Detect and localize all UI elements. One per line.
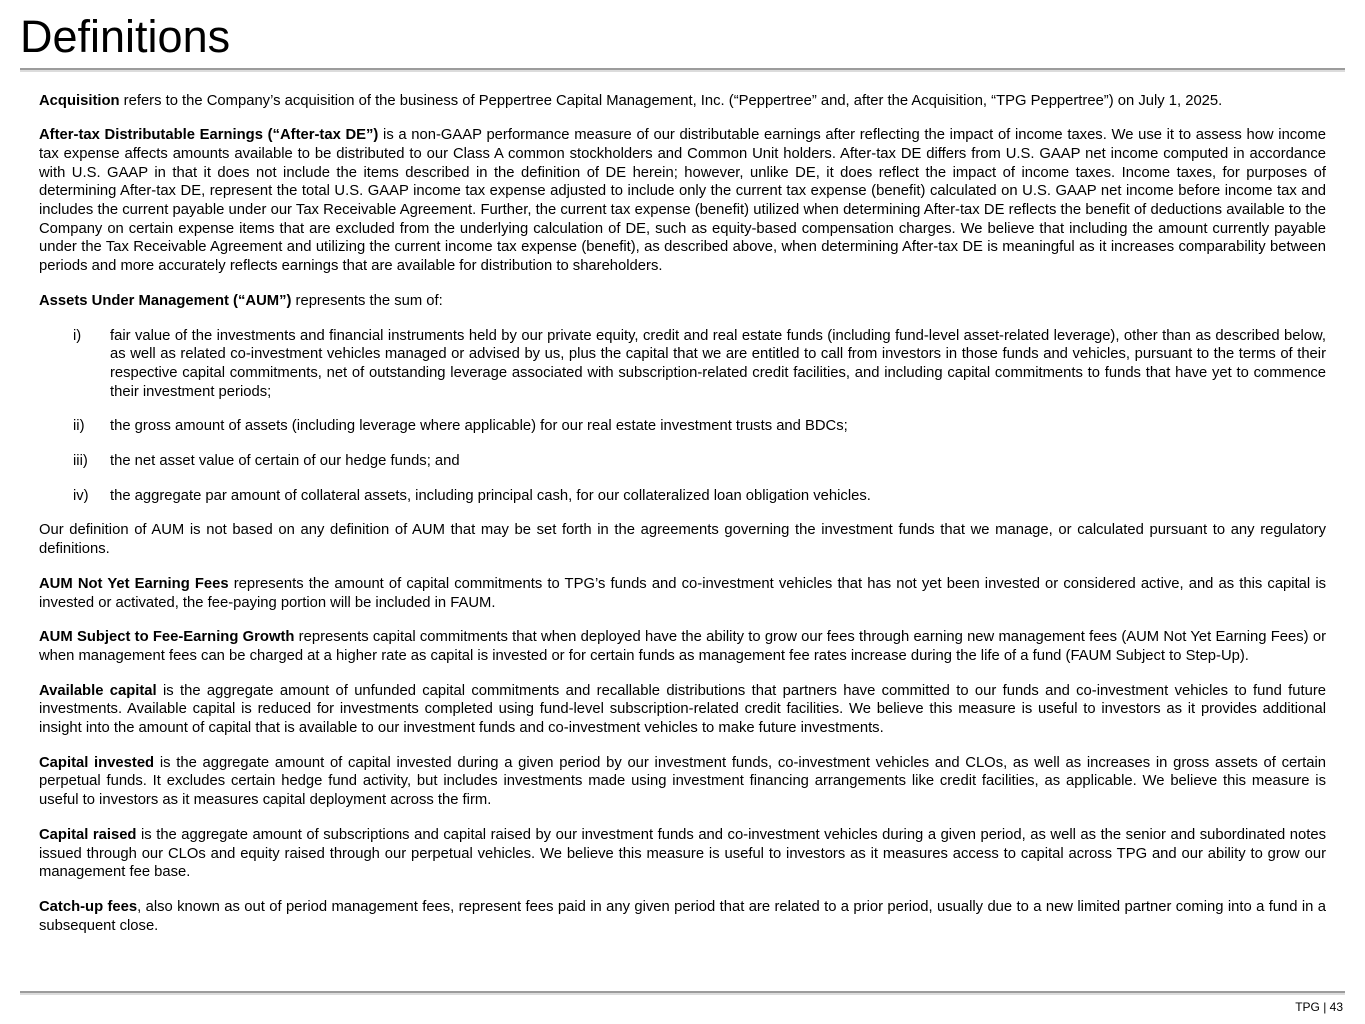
list-item [73, 327, 1326, 402]
definition-aum-not-yet-earning-fees [39, 575, 1326, 612]
definition-text: refers to the Company’s acquisition of the business of Peppertree Capital Management, Inc. (“Peppertree” and, after the Acquisition, “TPG Peppertree”) on July 1, 2025. [119, 92, 1223, 109]
definition-term: Available capital [39, 682, 157, 699]
definition-term: Acquisition [39, 92, 120, 109]
definition-text: is a non-GAAP performance measure of our distributable earnings after reflecting the impact of income taxes. We use it to assess how income tax expense affects amounts available to be distributed to our Class A common stockholders and Common Unit holders. After-tax DE differs from U.S. GAAP net income computed in accordance with U.S. GAAP in that it does not include the items described in the definition of DE herein; however, unlike DE, it does reflect the impact of income taxes. Income taxes, for purposes of determining After-tax DE, represent the total U.S. GAAP income tax expense adjusted to include only the current tax expense (benefit) calculated on U.S. GAAP net income before income tax and includes the current payable under our Tax Receivable Agreement. Further, the current tax expense (benefit) utilized when determining After-tax DE reflects the benefit of deductions available to the Company on certain expense items that are excluded from the underlying calculation of DE, such as equity-based compensation charges. We believe that including the amount currently payable under the Tax Receivable Agreement and utilizing the current income tax expense (benefit), as described above, when determining After-tax DE is meaningful as it increases comparability between periods and more accurately reflects earnings that are available for distribution to shareholders. [39, 127, 1326, 275]
page-header [0, 0, 1365, 62]
definition-text: is the aggregate amount of unfunded capital commitments and recallable distributions that partners have committed to our funds and co-investment vehicles to fund future investments. Available capital is reduced for investments completed using fund-level subscription-related credit facilities. We believe this measure is useful to investors as it provides additional insight into the amount of capital that is available to our investment funds and co-investment vehicles to make future investments. [39, 682, 1326, 737]
definition-text: represents the sum of: [291, 292, 443, 309]
definition-text: , also known as out of period management fees, represent fees paid in any given period that are related to a prior period, usually due to a new limited partner coming into a fund in a subsequent close. [39, 899, 1326, 934]
definition-term: After-tax Distributable Earnings (“After-tax DE”) [39, 127, 379, 144]
list-item-marker: i) [73, 327, 82, 344]
page-title: Definitions [20, 11, 231, 62]
definition-after-tax-de [39, 126, 1326, 276]
definition-available-capital [39, 682, 1326, 738]
definition-term: AUM Not Yet Earning Fees [39, 575, 229, 592]
list-item [73, 487, 1326, 506]
definition-capital-raised [39, 826, 1326, 882]
definition-aum-subject-to-fee-earning-growth [39, 628, 1326, 665]
title-divider [20, 68, 1345, 72]
definition-text: is the aggregate amount of capital invested during a given period by our investment funds, co-investment vehicles and CLOs, as well as increases in gross assets of certain perpetual funds. It excludes certain hedge fund activity, but includes investments made using investment financing arrangements like credit facilities, as applicable. We believe this measure is useful to investors as it measures capital deployment across the firm. [39, 754, 1326, 809]
list-item-text: fair value of the investments and financial instruments held by our private equity, credit and real estate funds (including fund-level asset-related leverage), other than as described below, as well as related co-investment vehicles managed or advised by us, plus the capital that we are entitled to call from investors in those funds and vehicles, pursuant to the terms of their respective capital commitments, net of outstanding leverage associated with subscription-related credit facilities, and including capital commitments to funds that have yet to commence their investment periods; [110, 327, 1326, 400]
list-item-text: the aggregate par amount of collateral assets, including principal cash, for our collateralized loan obligation vehicles. [110, 487, 871, 504]
aum-list [73, 327, 1326, 506]
definition-text: represents the amount of capital commitments to TPG’s funds and co-investment vehicles that has not yet been invested or considered active, and as this capital is invested or activated, the fee-paying portion will be included in FAUM. [39, 575, 1326, 611]
list-item-text: the gross amount of assets (including leverage where applicable) for our real estate investment trusts and BDCs; [110, 418, 848, 435]
definition-term: Assets Under Management (“AUM”) [39, 292, 292, 309]
definition-text: is the aggregate amount of subscriptions and capital raised by our investment funds and co-investment vehicles during a given period, as well as the senior and subordinated notes issued through our CLOs and equity raised through our perpetual vehicles. We believe this measure is useful to investors as it measures access to capital across TPG and our ability to grow our management fee base. [39, 826, 1327, 881]
list-item-marker: iv) [73, 487, 89, 504]
definition-term: Capital raised [39, 826, 137, 843]
page-footer [20, 991, 1345, 1014]
definition-text: represents capital commitments that when deployed have the ability to grow our fees through earning new management fees (AUM Not Yet Earning Fees) or when management fees can be charged at a higher rate as capital is invested or for certain funds as management fee rates increase during the life of a fund (FAUM Subject to Step-Up). [39, 629, 1326, 664]
list-item-text: the net asset value of certain of our hedge funds; and [110, 453, 460, 470]
aum-definition-note [39, 521, 1326, 558]
definition-term: AUM Subject to Fee-Earning Growth [39, 629, 295, 646]
definition-catch-up-fees [39, 898, 1326, 935]
list-item-marker: ii) [73, 418, 85, 435]
definition-text: Our definition of AUM is not based on any definition of AUM that may be set forth in the agreements governing the investment funds that we manage, or calculated pursuant to any regulatory definitions. [39, 522, 1326, 558]
list-item [73, 452, 1326, 471]
definition-aum [39, 292, 1326, 311]
list-item-marker: iii) [73, 453, 88, 470]
definition-acquisition [39, 92, 1326, 111]
definitions-content [39, 92, 1326, 936]
list-item [73, 417, 1326, 436]
definition-term: Capital invested [39, 754, 155, 771]
definition-term: Catch-up fees [39, 899, 138, 915]
definition-capital-invested [39, 754, 1326, 810]
page-number: TPG | 43 [1295, 1000, 1343, 1014]
